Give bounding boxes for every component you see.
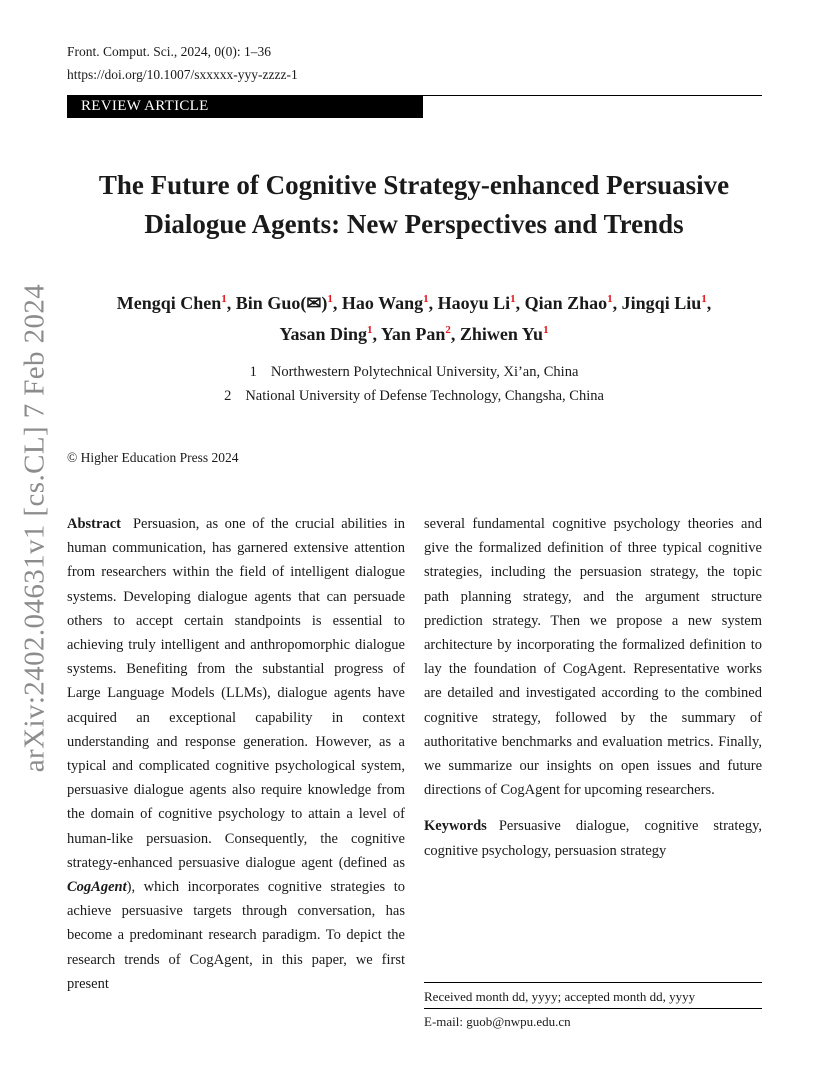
journal-line: Front. Comput. Sci., 2024, 0(0): 1–36 bbox=[67, 44, 272, 59]
author-name: Yan Pan bbox=[380, 324, 446, 344]
author-name: Bin Guo(✉) bbox=[235, 293, 328, 313]
author-name: Zhiwen Yu bbox=[459, 324, 544, 344]
affiliation-text: Northwestern Polytechnical University, Xi’an, China bbox=[270, 364, 579, 380]
keywords-text: Persuasive dialogue, cognitive strategy, cognitive psychology, persuasion strategy bbox=[424, 818, 762, 859]
keywords-label: Keywords bbox=[424, 818, 487, 835]
cogagent-emphasis: CogAgent bbox=[67, 879, 127, 896]
author-affiliation-mark: 1 bbox=[221, 293, 227, 305]
author-affiliation-mark: 1 bbox=[607, 293, 613, 305]
affiliation-1 bbox=[0, 362, 828, 382]
journal-citation bbox=[67, 40, 298, 86]
abstract-continuation bbox=[424, 512, 762, 802]
abstract-label: Abstract bbox=[67, 516, 121, 532]
author-name: Yasan Ding bbox=[279, 324, 367, 344]
footnote-rule-bottom bbox=[424, 1008, 762, 1009]
author-affiliation-mark: 1 bbox=[423, 293, 429, 305]
title-line-1: The Future of Cognitive Strategy-enhanced Persuasive bbox=[98, 170, 730, 200]
author-name: Mengqi Chen bbox=[116, 293, 222, 313]
author-affiliation-mark: 1 bbox=[510, 293, 516, 305]
author-affiliation-mark: 1 bbox=[543, 324, 549, 336]
abstract-column-right bbox=[424, 512, 762, 863]
arxiv-identifier: arXiv:2402.04631v1 [cs.CL] 7 Feb 2024 bbox=[18, 283, 51, 773]
title-line-2: Dialogue Agents: New Perspectives and Trends bbox=[144, 209, 684, 239]
author-name: Hao Wang bbox=[341, 293, 424, 313]
abstract-column-left bbox=[67, 512, 405, 996]
doi-link[interactable]: https://doi.org/10.1007/sxxxxx-yyy-zzzz-1 bbox=[67, 67, 298, 82]
article-type-banner: REVIEW ARTICLE bbox=[67, 95, 423, 118]
paper-title bbox=[60, 166, 768, 244]
abstract-text-part2: ), which incorporates cognitive strategies to achieve persuasive targets through conversation, has become a predominant research paradigm. To depict the research trends of CogAgent, in this paper, we first present bbox=[67, 879, 405, 992]
affiliation-number: 1 bbox=[249, 364, 257, 380]
author-affiliation-mark: 2 bbox=[445, 324, 451, 336]
abstract-text-continued: several fundamental cognitive psychology theories and give the formalized definition of three typical cognitive strategies, including the persuasion strategy, the topic path planning strategy, and the argument structure prediction strategy. Then we propose a new system architecture by incorporating the formalized definition to lay the foundation of CogAgent. Representative works are detailed and investigated according to the combined cognitive strategy, followed by the summary of authoritative benchmarks and evaluation metrics. Finally, we summarize our insights on open issues and future directions of CogAgent for upcoming researchers. bbox=[424, 516, 762, 799]
author-affiliation-mark: 1 bbox=[701, 293, 707, 305]
author-list: Mengqi Chen$^1$, Bin Guo(✉)$^1$, Hao Wang$^1$, Haoyu Li$^1$, Qian Zhao$^1$, Jingqi Liu$^1$, Yasan Ding$^1$, Yan Pan$^2$, Zhiwen Yu$^1$ bbox=[116, 293, 712, 344]
keywords-paragraph bbox=[424, 814, 762, 862]
contact-email[interactable]: E-mail: guob@nwpu.edu.cn bbox=[424, 1014, 571, 1029]
affiliation-text: National University of Defense Technology, Changsha, China bbox=[245, 388, 604, 404]
author-affiliation-mark: 1 bbox=[366, 324, 373, 336]
footnote-rule-top bbox=[424, 982, 762, 983]
abstract-text-part1: Persuasion, as one of the crucial abilities in human communication, has garnered extensive attention from researchers within the field of intelligent dialogue systems. Developing dialogue agents that can persuade others to accept certain standpoints is essential to achieving truly intelligent and anthropomorphic dialogue systems. Benefiting from the substantial progress of Large Language Models (LLMs), dialogue agents have acquired an exceptional capability in context understanding and response generation. However, as a typical and complicated cognitive psychological system, persuasive dialogue agents also require knowledge from the domain of cognitive psychology to attain a level of human-like persuasion. Consequently, the cognitive strategy-enhanced persuasive dialogue agent (defined as bbox=[67, 516, 405, 871]
author-name: Jingqi Liu bbox=[621, 293, 702, 313]
author-name: Haoyu Li bbox=[437, 293, 511, 313]
affiliation-2 bbox=[0, 386, 828, 406]
abstract-paragraph bbox=[67, 512, 405, 996]
received-note: Received month dd, yyyy; accepted month dd, yyyy bbox=[424, 989, 696, 1004]
author-name: Qian Zhao bbox=[524, 293, 608, 313]
author-affiliation-mark: 1 bbox=[327, 293, 333, 305]
affiliation-number: 2 bbox=[224, 388, 232, 404]
copyright-notice: © Higher Education Press 2024 bbox=[67, 450, 239, 465]
